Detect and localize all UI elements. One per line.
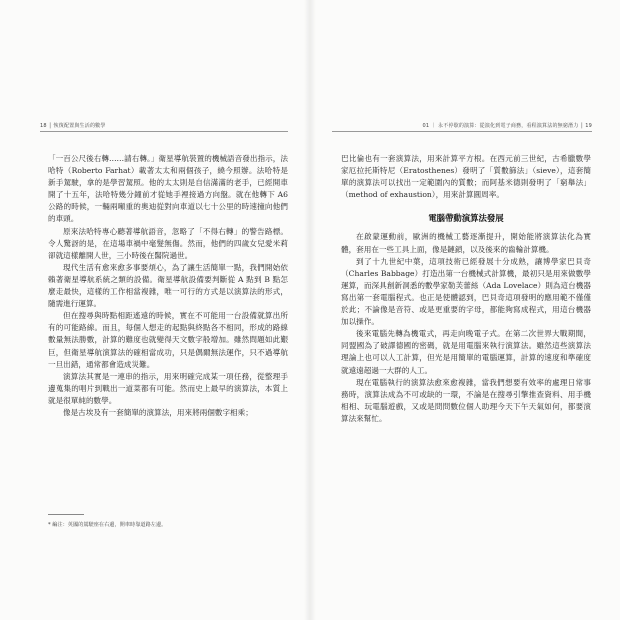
left-paragraph-6: 像是古埃及有一套簡單的演算法，用來將兩個數字相乘； (63, 407, 253, 417)
section-heading: 電腦帶動演算法發展 (428, 213, 504, 224)
right-paragraph-5: 現在電腦執行的演算法愈來愈複雜，當我們想要有效率的處理日常事務時，演算法成為不可或缺的一環，不論是在搜尋引擎推查資料、用手機相相、玩電腦遊戲，又或是問問數位個人助理今天下午天氣如何，都要演算法來幫忙。 (341, 377, 591, 423)
left-running-head: 18 │ 恢復配置與生活的數學 (40, 123, 106, 129)
right-paragraph-3: 到了十九世紀中葉，這項技術已經發展十分成熟，讓博學家巴貝奇（Charles Babbage）打造出第一台機械式計算機，最初只是用來做數學運算，而深具創新洞悉的數學家勒芙蕾絲（Ada Lovelace）則為這台機器寫出第一套電腦程式。也正是使體認到，巴貝奇這項發明的應用範不僅僅於此；不論像是音符、或是更重要的字母，都能夠寫成程式，用這台機器加以操作。 (341, 256, 591, 327)
left-paragraph-2: 原來法哈特專心聽著導航語音，忽略了「不得右轉」的警告路標。令人驚訝的是，在這場車禍中毫髮無傷。然而，他們的四歲女兒愛米莉卻就這樣離開人世，三小時後在醫院過世。 (48, 226, 288, 260)
left-paragraph-4: 但在搜尋與時點相距遙遠的時候，實在不可能用一台設備就算出所有的可能路線。而且，每個人想走的起點與終點各不相同，形成的路線數量無法勝數，計算的難度也就變得天文數字般增加。雖然問題如此艱巨，但衛星導航演算法的確相當成功，只是偶爾無法運作，只不過導航一旦出錯，通常都會造成災難。 (48, 311, 288, 369)
left-header-rule (40, 131, 288, 132)
left-text-block (48, 153, 288, 419)
footnote-rule (48, 514, 84, 515)
right-running-head: 01 ｜ 永不停歇的演算：從演化到電子商務，看程演算法的無窮潛力 │ 19 (422, 123, 592, 129)
left-paragraph-1: 「一百公尺後右轉……請右轉。」衛星導航裝置的機械語音發出指示，法哈特（Roberto Farhat）載著太太和兩個孩子，繞今照辦。法哈特是新手駕駛，拿的是學習駕照。他的太太則是自信滿滿的老手，已經開車開了十五年，法哈特幾分鐘前才從她手裡接過方向盤。就在他轉下 A6 公路的時候，一輛兩噸重的奧迪從對向車道以七十公里的時速撞向他們的車頭。 (48, 154, 288, 224)
right-paragraph-4: 後來電腦先轉為機電式，再走向晚電子式。在第二次世界大戰期間，同盟國為了破譯德國的密碼，就是用電腦來執行演算法。雖然這些演算法理論上也可以人工計算，但光是用簡單的電腦運算，計算的速度和準確度就遠遠超過一大群的人工。 (341, 329, 591, 375)
right-text-block (341, 153, 591, 425)
right-paragraph-2: 在啟蒙運動前，歐洲的機械工藝逐漸提升，開始能將演算法化為實體，套用在一些工具上面，像是鏈鎖，以及後來的齒輪計算機。 (341, 232, 591, 254)
footnote: * 編注：英國的駕駛座在右邊，開車時靠道路左邊。 (48, 522, 167, 528)
book-gutter-shadow (304, 0, 316, 620)
right-page (310, 0, 620, 620)
right-paragraph-1: 巴比倫也有一套演算法，用來計算平方根。在西元前三世紀，古希臘數學家厄拉托斯特尼（Eratosthenes）發明了「質數篩法」（sieve），這套簡單的演算法可以找出一定範圍內的質數；而阿基米德則發明了「窮舉法」（method of exhaustion），用來計算圓周率。 (341, 154, 591, 200)
left-paragraph-5: 演算法其實是一連串的指示，用來明確完成某一項任務，從整理手邊蒐集的唱片到戰出一道菜都有可能。然而史上最早的演算法，本質上就是很單純的數學。 (48, 371, 288, 405)
left-paragraph-3: 現代生活有愈來愈多事要煩心，為了讓生活簡單一點，我們開始依賴著衛星導航系統之類的設備。衛星導航設備要判斷從 A 點到 B 點怎麼走最快，這樣的工作相當複雜，唯一可行的方式是以演算法的形式，隨需進行運算。 (48, 262, 288, 309)
right-header-rule (332, 131, 592, 132)
